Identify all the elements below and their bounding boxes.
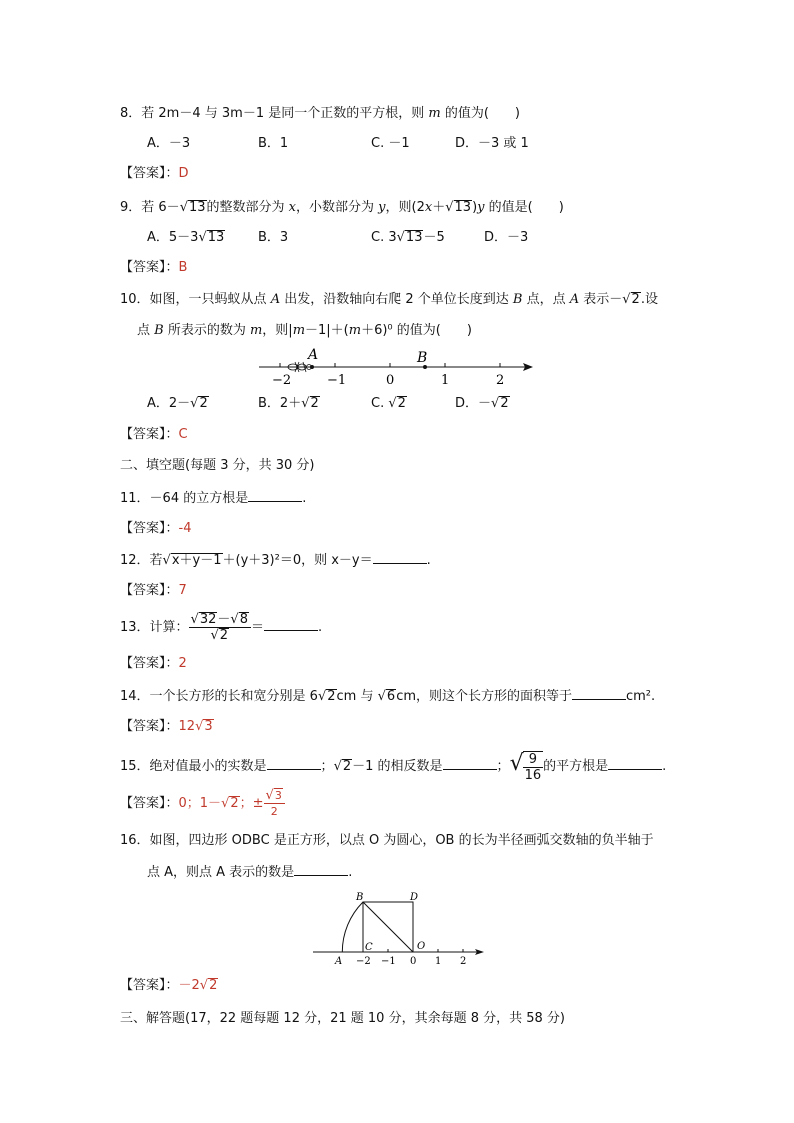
q8-option-c: C. －1 <box>371 136 410 151</box>
q10-tick-label: −2 <box>272 373 292 388</box>
q16-tick-label: −1 <box>381 956 396 967</box>
q11-blank[interactable] <box>248 489 302 502</box>
q10-tick-label: 1 <box>441 373 450 388</box>
q9-option-d: D．－3 <box>484 230 529 245</box>
q13-fraction: $\frac{√32-√8}{√2}$ <box>189 612 251 643</box>
q14-stem: 14．一个长方形的长和宽分别是 6√2cm 与 √6cm，则这个长方形的面积等于 cm². <box>120 689 656 704</box>
q9-option-b: B．3 <box>258 230 289 245</box>
q13-answer: 【答案】：2 <box>120 656 187 671</box>
q10-point-a-dot <box>310 365 314 369</box>
q16-label-c: C <box>365 942 373 953</box>
q9-stem: 9．若 6－√13的整数部分为 x，小数部分为 y，则(2x＋√13)y 的值是( ) <box>120 200 564 215</box>
q15-blank-3[interactable] <box>608 757 662 770</box>
q10-answer: 【答案】：C <box>120 427 188 442</box>
q15-stem: 15．绝对值最小的实数是 ；√2－1 的相反数是 ；√ $\frac{9}{16}$ 的平方根是 . <box>120 751 667 783</box>
q15-blank-2[interactable] <box>443 757 497 770</box>
q16-arc <box>342 902 363 952</box>
q16-label-a: A <box>335 956 343 967</box>
q16-tick-label: −2 <box>356 956 371 967</box>
q8-stem: 8．若 2m－4 与 3m－1 是同一个正数的平方根，则 m 的值为( ) <box>120 106 520 121</box>
q10-tick-label: −1 <box>327 373 347 388</box>
q13-blank[interactable] <box>264 618 318 631</box>
q16-stem-line2: 点 A，则点 A 表示的数是 . <box>147 865 353 880</box>
q10-stem-line2: 点 B 所表示的数为 m，则|m－1|＋(m＋6)⁰ 的值为( ) <box>137 323 472 338</box>
q16-stem-line1: 16．如图，四边形 ODBC 是正方形，以点 O 为圆心，OB 的长为半径画弧交数轴的负半轴于 <box>120 833 654 848</box>
q16-tick-label: 2 <box>460 956 467 967</box>
q10-option-c: C. √2 <box>371 396 406 411</box>
q8-answer: 【答案】：D <box>120 166 189 181</box>
q16-blank[interactable] <box>294 863 348 876</box>
q8-option-b: B．1 <box>258 136 289 151</box>
q15-answer: 【答案】：0；1－√2；± $\frac{√3}{2}$ <box>120 786 285 822</box>
section-2-heading: 二、填空题(每题 3 分，共 30 分) <box>120 458 315 473</box>
section-3-heading: 三、解答题(17，22 题每题 12 分，21 题 10 分，其余每题 8 分，共 58 分) <box>120 1011 565 1026</box>
q10-tick-label: 0 <box>386 373 395 388</box>
q16-label-b: B <box>356 892 364 903</box>
q12-blank[interactable] <box>373 551 427 564</box>
q16-square-arc-figure <box>308 888 488 968</box>
q9-answer: 【答案】：B <box>120 260 188 275</box>
q16-label-o: O <box>417 941 426 952</box>
q12-stem: 12．若√x＋y－1＋(y＋3)²＝0，则 x－y＝ . <box>120 553 431 568</box>
q9-option-a: A．5－3√13 <box>147 230 225 245</box>
q8-option-a: A．－3 <box>147 136 191 151</box>
q10-option-b: B．2＋√2 <box>258 396 319 411</box>
q10-number-line-figure <box>255 345 540 390</box>
q10-point-a-label: A <box>308 347 319 363</box>
q10-option-d: D．－√2 <box>455 396 509 411</box>
q13-stem: 13．计算： $\frac{√32-√8}{√2}$ ＝ . <box>120 612 323 643</box>
q10-option-a: A．2－√2 <box>147 396 208 411</box>
q8-option-d: D．－3 或 1 <box>455 136 529 151</box>
q9-option-c: C. 3√13－5 <box>371 230 445 245</box>
q14-blank[interactable] <box>572 687 626 700</box>
q10-stem-line1: 10．如图，一只蚂蚁从点 A 出发，沿数轴向右爬 2 个单位长度到达 B 点，点 A 表示－√2.设 <box>120 292 658 307</box>
q12-answer: 【答案】：7 <box>120 583 187 598</box>
q14-answer: 【答案】：12√3 <box>120 719 213 734</box>
q16-tick-label: 1 <box>435 956 442 967</box>
q10-tick-label: 2 <box>496 373 505 388</box>
q11-stem: 11．－64 的立方根是 . <box>120 491 307 506</box>
q10-point-b-label: B <box>417 350 428 366</box>
q15-blank-1[interactable] <box>267 757 321 770</box>
q16-label-d: D <box>410 892 419 903</box>
q16-tick-label: 0 <box>410 956 417 967</box>
q11-answer: 【答案】：-4 <box>120 521 192 536</box>
q16-answer: 【答案】：－2√2 <box>120 978 218 993</box>
